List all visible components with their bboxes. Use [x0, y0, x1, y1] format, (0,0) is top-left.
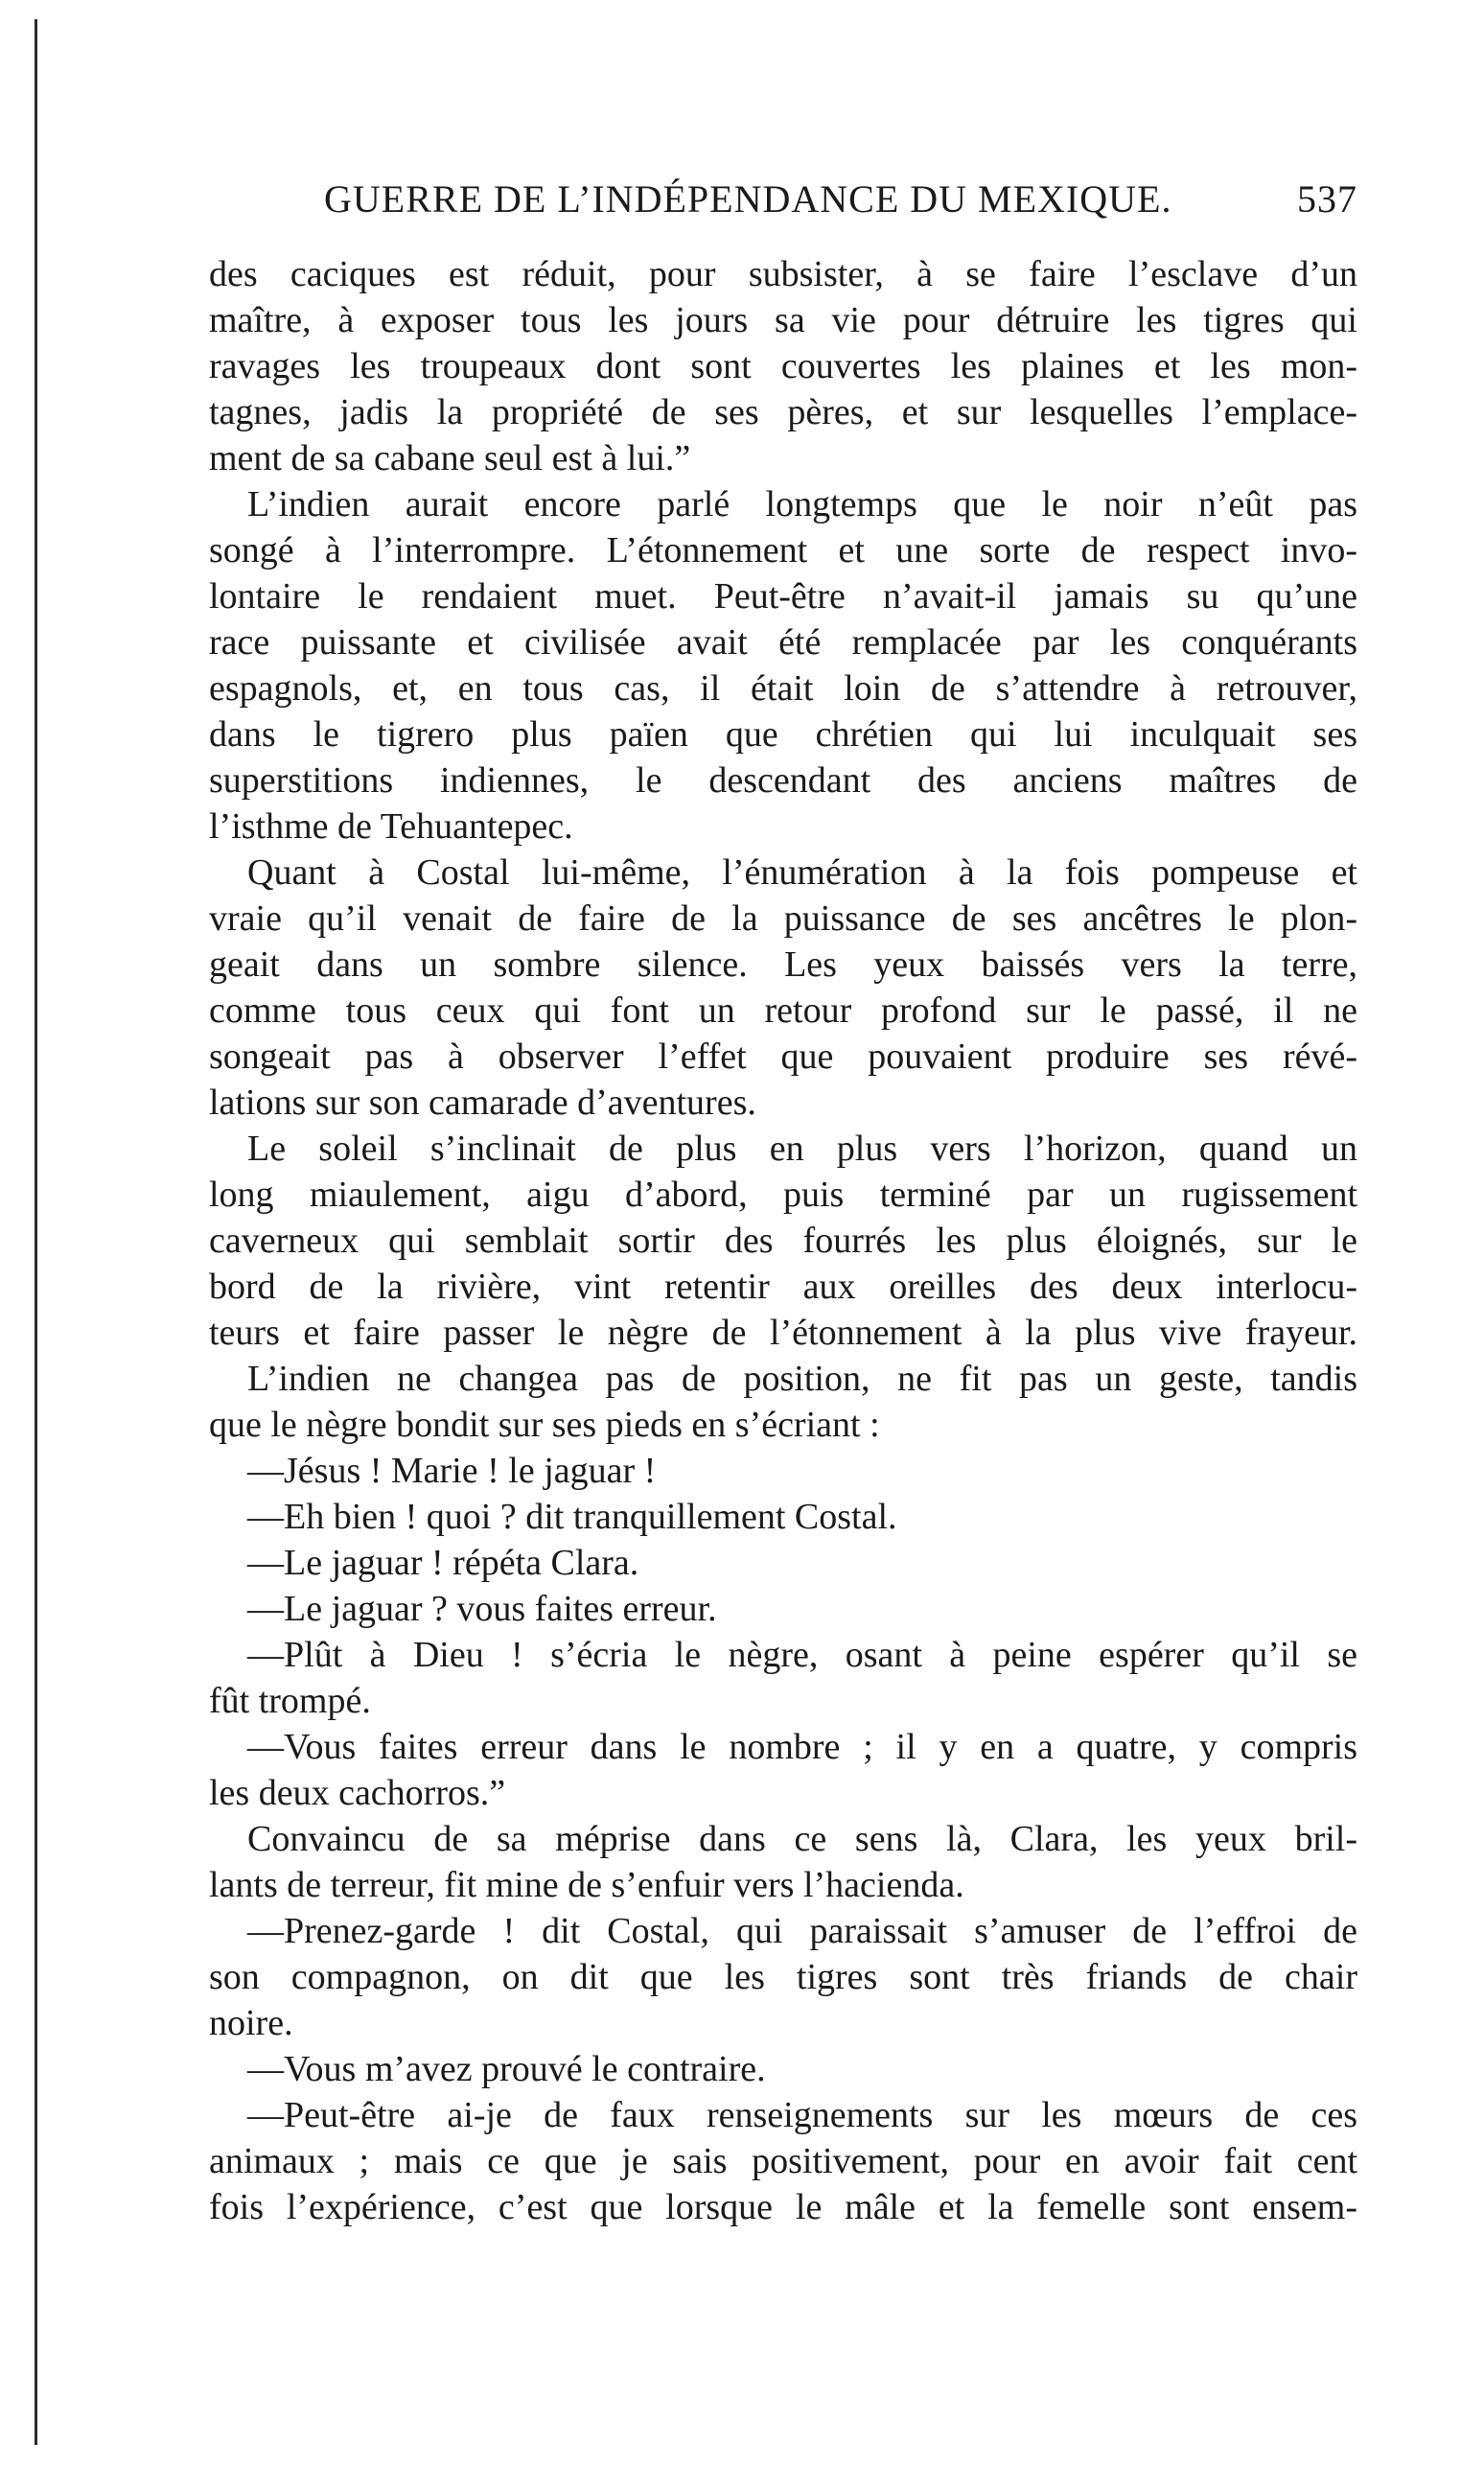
text-line: Quant à Costal lui-même, l’énumération à la fois pompeuse et — [247, 852, 1357, 893]
text-line: ravages les troupeaux dont sont couvertes les plaines et les mon- — [209, 346, 1357, 386]
text-line: ment de sa cabane seul est à lui.” — [209, 438, 691, 478]
text-line: lontaire le rendaient muet. Peut-être n’avait-il jamais su qu’une — [209, 576, 1357, 617]
text-line: songé à l’interrompre. L’étonnement et une sorte de respect invo- — [209, 530, 1357, 570]
binding-edge-rule — [35, 19, 37, 2445]
text-line: tagnes, jadis la propriété de ses pères, et sur lesquelles l’emplace- — [209, 392, 1357, 432]
text-line: animaux ; mais ce que je sais positivement, pour en avoir fait cent — [209, 2141, 1357, 2181]
text-line: songeait pas à observer l’effet que pouvaient produire ses révé- — [209, 1036, 1357, 1077]
text-line: noire. — [209, 2003, 293, 2043]
dialogue-line: —Vous m’avez prouvé le contraire. — [247, 2049, 766, 2089]
text-line: race puissante et civilisée avait été remplacée par les conquérants — [209, 622, 1357, 663]
text-line: lations sur son camarade d’aventures. — [209, 1083, 756, 1123]
text-line: espagnols, et, en tous cas, il était loin de s’attendre à retrouver, — [209, 668, 1357, 709]
text-line: fois l’expérience, c’est que lorsque le mâle et la femelle sont ensem- — [209, 2187, 1357, 2227]
text-line: bord de la rivière, vint retentir aux oreilles des deux interlocu- — [209, 1267, 1357, 1307]
dialogue-line: —Vous faites erreur dans le nombre ; il y en a quatre, y compris — [247, 1727, 1357, 1767]
text-line: L’indien ne changea pas de position, ne fit pas un geste, tandis — [247, 1359, 1357, 1399]
text-line: geait dans un sombre silence. Les yeux baissés vers la terre, — [209, 944, 1357, 985]
text-line: fût trompé. — [209, 1681, 371, 1721]
dialogue-line: —Le jaguar ! répéta Clara. — [247, 1543, 639, 1583]
dialogue-line: —Plût à Dieu ! s’écria le nègre, osant à peine espérer qu’il se — [247, 1635, 1357, 1675]
text-line: vraie qu’il venait de faire de la puissance de ses ancêtres le plon- — [209, 898, 1357, 939]
text-line: teurs et faire passer le nègre de l’étonnement à la plus vive frayeur. — [209, 1313, 1357, 1353]
text-line: long miaulement, aigu d’abord, puis terminé par un rugissement — [209, 1175, 1357, 1215]
text-line: que le nègre bondit sur ses pieds en s’écriant : — [209, 1405, 880, 1445]
dialogue-line: —Jésus ! Marie ! le jaguar ! — [247, 1451, 657, 1491]
text-line: lants de terreur, fit mine de s’enfuir vers l’hacienda. — [209, 1865, 964, 1905]
page-number: 537 — [1297, 177, 1357, 221]
text-line: superstitions indiennes, le descendant des anciens maîtres de — [209, 760, 1357, 801]
dialogue-line: —Prenez-garde ! dit Costal, qui paraissait s’amuser de l’effroi de — [247, 1911, 1357, 1951]
text-line: l’isthme de Tehuantepec. — [209, 806, 573, 847]
text-line: des caciques est réduit, pour subsister, à se faire l’esclave d’un — [209, 254, 1357, 294]
dialogue-line: —Peut-être ai-je de faux renseignements sur les mœurs de ces — [247, 2095, 1357, 2135]
text-line: les deux cachorros.” — [209, 1773, 506, 1813]
text-line: son compagnon, on dit que les tigres sont très friands de chair — [209, 1957, 1357, 1997]
text-line: maître, à exposer tous les jours sa vie pour détruire les tigres qui — [209, 300, 1357, 340]
text-line: L’indien aurait encore parlé longtemps que le noir n’eût pas — [247, 484, 1357, 524]
text-line: caverneux qui semblait sortir des fourrés les plus éloignés, sur le — [209, 1221, 1357, 1261]
dialogue-line: —Eh bien ! quoi ? dit tranquillement Costal. — [247, 1497, 897, 1537]
running-header — [324, 171, 1357, 228]
text-line: Le soleil s’inclinait de plus en plus vers l’horizon, quand un — [247, 1129, 1357, 1169]
text-line: dans le tigrero plus païen que chrétien qui lui inculquait ses — [209, 714, 1357, 755]
running-title: GUERRE DE L’INDÉPENDANCE DU MEXIQUE. — [324, 177, 1172, 221]
text-line: Convaincu de sa méprise dans ce sens là, Clara, les yeux bril- — [247, 1819, 1357, 1859]
text-line: comme tous ceux qui font un retour profond sur le passé, il ne — [209, 990, 1357, 1031]
dialogue-line: —Le jaguar ? vous faites erreur. — [247, 1589, 717, 1629]
body-text — [209, 251, 1357, 2230]
